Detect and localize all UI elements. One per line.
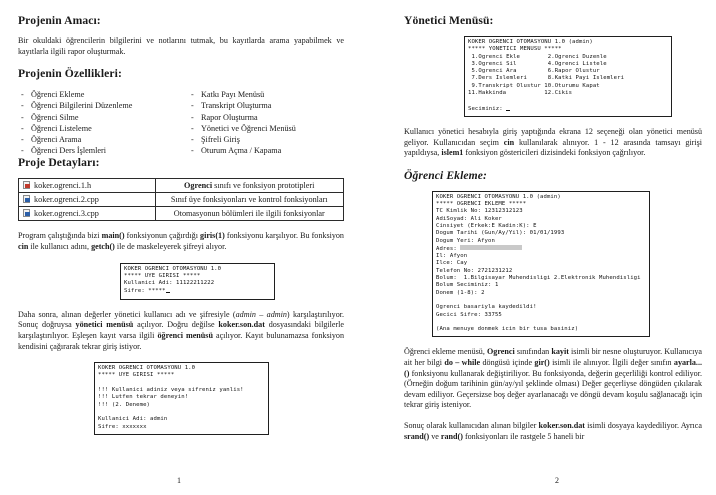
heading-proje-detaylari: Proje Detayları: xyxy=(18,156,100,170)
heading-proje-amaci: Projenin Amacı: xyxy=(18,14,101,27)
text-bold-dowhile: do – while xyxy=(444,357,481,367)
console-line-header: ***** YONETICI MENUSU ***** xyxy=(468,46,562,53)
console-line: ***** UYE GIRISI ***** xyxy=(124,272,201,279)
text-run: fonksiyonun çağırdığı xyxy=(124,231,201,241)
console-field-donem: Donem (1-8): 2 xyxy=(436,289,485,296)
list-item: - Rapor Oluşturma xyxy=(188,112,344,123)
text-bold-cin: cin xyxy=(503,137,515,147)
console-line-title: KOKER OGRENCI OTOMASYONU 1.0 (admin) xyxy=(436,193,561,200)
text-bold-cin: cin xyxy=(18,242,29,251)
text-run: isimli dosyaya kaydediliyor. Ayrıca xyxy=(585,420,702,430)
console-field-bolum-options: Bolum: 1.Bilgisayar Muhendisligi 2.Elektronik Muhendisligi xyxy=(436,275,641,282)
table-row xyxy=(19,193,344,207)
console-blank-line xyxy=(468,97,668,104)
text-bold-giris: giris(1) xyxy=(200,231,225,241)
file-desc-cell: Sınıf üye fonksiyonları ve kontrol fonksiyonları xyxy=(155,193,344,207)
list-item: - Öğrenci Arama xyxy=(18,134,174,145)
console-menu-row: 9.Transkript Olustur 10.Oturumu Kapat xyxy=(468,82,600,89)
file-name-text: koker.ogrenci.1.h xyxy=(34,181,92,191)
console-line-username: Kullanici Adi: admin xyxy=(98,416,168,423)
console-line: KOKER OGRENCI OTOMASYONU 1.0 xyxy=(124,265,222,272)
console-menu-row: 5.Ogrenci Ara 6.Rapor Olustur xyxy=(468,68,600,75)
file-cpp-icon xyxy=(23,195,30,203)
text-bold-main: main() xyxy=(101,231,125,241)
text-bold-yonetici-menusu: yönetici menüsü xyxy=(75,320,134,330)
console-value-sifre: ***** xyxy=(148,288,166,295)
file-desc-cell: Otomasyonun bölümleri ile ilgili fonksiyonlar xyxy=(155,207,344,221)
console-line-header: ***** OGRENCI EKLEME ***** xyxy=(436,201,527,208)
text-bold-islem1: islem1 xyxy=(441,148,464,158)
file-name-text: koker.ogrenci.2.cpp xyxy=(34,195,99,205)
list-item: - Şifreli Giriş xyxy=(188,134,344,145)
text-bold-ogrenci-menusu: öğrenci menüsü xyxy=(157,330,213,340)
console-cursor xyxy=(506,105,510,111)
console-line-attempt: !!! (2. Deneme) xyxy=(98,401,151,408)
file-desc-cell xyxy=(155,179,344,193)
paragraph-program-akisi xyxy=(18,231,344,252)
console-blank-line xyxy=(98,380,265,387)
page-number-right: 2 xyxy=(555,476,559,485)
text-run: Sonuç olarak kullanıcıdan alınan bilgiler xyxy=(404,420,539,430)
console-line-error: !!! Kullanici adiniz veya sifreniz yanlis! xyxy=(98,387,244,394)
console-field-il: Il: Afyon xyxy=(436,253,468,260)
console-login-screen-2 xyxy=(94,362,269,435)
text-bold-ogrenci: Ogrenci xyxy=(487,347,515,357)
paragraph-ekleme-aciklama xyxy=(404,347,702,411)
list-item: - Oturum Açma / Kapama xyxy=(188,145,344,156)
text-run: döngüsü içinde xyxy=(480,357,535,367)
text-run: açılıyor. Kayıt bulunamazsa fonksiyon kendisini çağırarak tekrar giriş istiyor. xyxy=(18,330,344,351)
console-login-screen-1 xyxy=(120,263,275,300)
text-run: ve xyxy=(429,431,441,441)
console-cursor xyxy=(166,287,170,293)
paragraph-karsilastirma xyxy=(18,310,344,352)
text-run: Daha sonra, alınan değerler yönetici kullanıcı adı ve şifresiyle ( xyxy=(18,309,236,319)
text-run: fonksiyonları ile rastgele 5 haneli bir xyxy=(462,431,585,441)
text-run: fonksiyon göstericileri dizisindeki fonksiyon çağrılıyor. xyxy=(463,148,646,158)
list-item: - Öğrenci Listeleme xyxy=(18,123,174,134)
console-admin-menu xyxy=(464,36,672,117)
text-run: dosyasındaki bilgilerle karşılaştırılıyor. Eşleşen kayıt varsa ilgili xyxy=(18,320,344,340)
text-run: fonksiyonu karşılıyor. Bu fonksiyon xyxy=(224,231,344,241)
file-cpp-icon xyxy=(23,209,30,217)
console-blank-line xyxy=(436,297,646,304)
console-line-username: Kullanici Adi: 11122211222 xyxy=(124,280,215,287)
console-line-prompt: (Ana menuye donmek icin bir tusa basiniz) xyxy=(436,326,579,333)
text-run: isimli bir nesne oluşturuyor. Kullanıcıya ait her bilgi xyxy=(404,347,702,367)
text-run: Kullanıcı yönetici hesabıyla giriş yaptığında ekrana 12 seçeneği olan yönetici menüsü geliyor. Kullanıcıdan seçim xyxy=(404,126,702,147)
text-bold-ayarla: ayarla...() xyxy=(404,357,703,378)
redaction-bar xyxy=(460,245,522,251)
text-run: ) karşılaştırılıyor. Sonuç doğruysa xyxy=(18,309,345,330)
console-label-sifre: Sifre: xyxy=(98,423,123,430)
text-run: isimli ile alınıyor. İlgili değer sınıfın xyxy=(549,357,674,367)
text-run: ile de maskeleyerek şifreyi alıyor. xyxy=(114,242,227,251)
list-item: - Yönetici ve Öğrenci Menüsü xyxy=(188,123,344,134)
console-field-cinsiyet: Cinsiyet (Erkek:E Kadin:K): E xyxy=(436,222,537,229)
features-list xyxy=(18,89,344,156)
console-field-adsoyad: AdiSoyad: Ali Koker xyxy=(436,215,502,222)
console-value-sifre: xxxxxxx xyxy=(122,423,147,430)
text-run: Öğrenci ekleme menüsü, xyxy=(404,347,487,357)
console-line-error: !!! Lutfen tekrar deneyin! xyxy=(98,394,189,401)
text-bold-gir: gir() xyxy=(534,357,550,367)
text-run: sınıfından xyxy=(514,347,552,357)
file-desc-rest: sınıfı ve fonksiyon prototipleri xyxy=(212,181,315,191)
text-bold-kokerson: koker.son.dat xyxy=(538,420,585,430)
console-line-success: Ogrenci basariyla kaydedildi! xyxy=(436,304,537,311)
console-blank-line xyxy=(98,409,265,416)
text-bold-kokerson: koker.son.dat xyxy=(218,320,265,330)
console-line: KOKER OGRENCI OTOMASYONU 1.0 xyxy=(98,365,196,372)
text-bold-kayit: kayit xyxy=(551,347,569,357)
text-bold-rand: rand() xyxy=(440,431,463,441)
file-name-text: koker.ogrenci.3.cpp xyxy=(34,209,99,219)
text-run: fonksiyonu kullanarak değiştiriliyor. Bu fonksiyonda, değerin geçerliliği kontrol ediliyor. (Örneğin doğum tarihinin gün/ay/yıl şeklinde olması) Değer geçerliyse döngüden çıkılarak devam ediliyor. Geçersizse boş değer ayarlanacağı ve döngü devam koşulu sağlanacağı için tekrar giriş isteniyor. xyxy=(404,368,702,410)
project-files-table xyxy=(18,178,344,221)
list-item: - Öğrenci Ekleme xyxy=(18,89,174,100)
file-desc-bold: Ogrenci xyxy=(184,181,213,191)
text-run: Program çalıştığında bizi xyxy=(18,231,102,241)
file-name-cell xyxy=(19,207,156,221)
console-field-dogum-tarihi: Dogum Tarihi (Gun/Ay/Yil): 01/01/1993 xyxy=(436,230,565,237)
file-name-cell xyxy=(19,179,156,193)
console-menu-row: 1.Ogrenci Ekle 2.Ogrenci Duzenle xyxy=(468,53,607,60)
list-item: - Transkript Oluşturma xyxy=(188,100,344,111)
text-run: açılıyor. Doğru değilse xyxy=(133,320,219,330)
console-field-tc: TC Kimlik No: 12312312123 xyxy=(436,208,523,215)
list-item: - Öğrenci Silme xyxy=(18,112,174,123)
console-field-adres: Adres: xyxy=(436,245,461,252)
console-line-title: KOKER OGRENCI OTOMASYONU 1.0 (admin) xyxy=(468,39,593,45)
console-menu-row: 7.Ders Islemleri 8.Katki Payi Islemleri xyxy=(468,75,625,82)
table-row xyxy=(19,207,344,221)
text-run: ile kullanıcı adını, xyxy=(28,242,92,251)
console-label-seciminiz: Seciminiz: xyxy=(468,105,507,112)
console-line-gecici-sifre: Gecici Sifre: 33755 xyxy=(436,311,502,318)
console-field-ilce: Ilce: Cay xyxy=(436,260,468,267)
heading-proje-ozellikleri: Projenin Özellikleri: xyxy=(18,67,122,81)
right-column xyxy=(358,0,716,495)
file-name-cell xyxy=(19,193,156,207)
text-run: kullanılarak alınıyor. 1 - 12 arasında tamsayı girişi yapıldıysa, xyxy=(404,137,702,158)
page-number-left: 1 xyxy=(177,476,181,485)
paragraph-sonuc xyxy=(404,421,702,442)
console-line: ***** UYE GIRISI ***** xyxy=(98,372,175,379)
text-bold-srand: srand() xyxy=(404,431,430,441)
file-h-icon xyxy=(23,181,30,189)
text-bold-getch: getch() xyxy=(91,242,115,251)
paragraph-yonetici-aciklama xyxy=(404,127,702,159)
heading-ogrenci-ekleme: Öğrenci Ekleme: xyxy=(404,168,487,182)
paragraph-proje-amaci: Bir okuldaki öğrencilerin bilgilerini ve notlarını tutmak, bu kayıtlarda arama yapabilmek ve kayıtlarla ilgili rapor oluşturmak. xyxy=(18,36,344,56)
console-field-dogum-yeri: Dogum Yeri: Afyon xyxy=(436,237,495,244)
list-item: - Katkı Payı Menüsü xyxy=(188,89,344,100)
console-menu-row: 11.Hakkinda 12.Cikis xyxy=(468,90,573,97)
console-field-bolum-secim: Bolum Seciminiz: 1 xyxy=(436,282,499,289)
list-item: - Öğrenci Ders İşlemleri xyxy=(18,145,174,156)
console-menu-row: 3.Ogrenci Sil 4.Ogrenci Listele xyxy=(468,60,607,67)
list-item: - Öğrenci Bilgilerini Düzenleme xyxy=(18,100,174,111)
text-italic-admin: admin – admin xyxy=(235,309,287,319)
console-ogrenci-ekleme xyxy=(432,191,650,338)
table-row xyxy=(19,179,344,193)
heading-yonetici-menusu: Yönetici Menüsü: xyxy=(404,14,494,27)
console-field-telefon: Telefon No: 2721231212 xyxy=(436,267,513,274)
console-blank-line xyxy=(436,319,646,326)
console-label-sifre: Sifre: xyxy=(124,288,149,295)
